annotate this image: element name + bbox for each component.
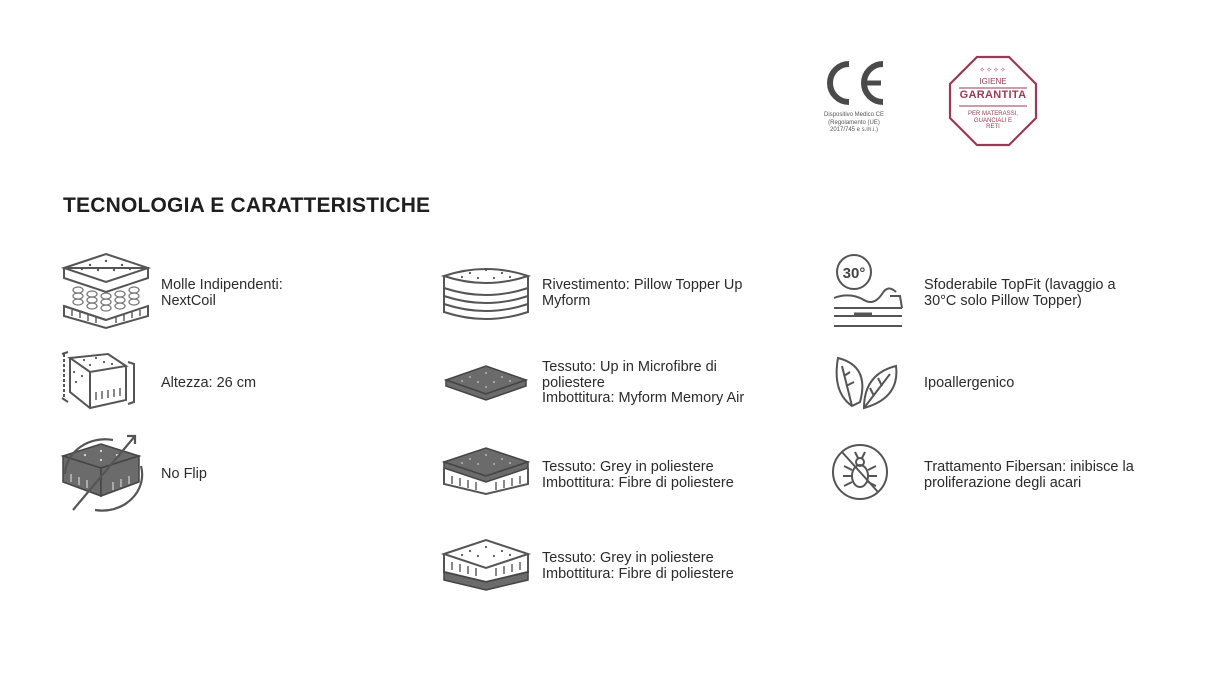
ce-mark-icon (819, 58, 889, 108)
feature-text: Tessuto: Grey in poliestere Imbottitura: Fibre di poliestere (542, 550, 734, 582)
feature-text: Trattamento Fibersan: inibisce la proliferazione degli acari (924, 459, 1134, 491)
section-title: TECNOLOGIA E CARATTERISTICHE (63, 194, 431, 217)
hypoallergenic-leaves-icon (830, 352, 902, 414)
feature-text: Tessuto: Up in Microfibre di poliestere Imbottitura: Myform Memory Air (542, 359, 745, 406)
feature-text: Tessuto: Grey in poliestere Imbottitura: Fibre di poliestere (542, 459, 734, 491)
pillow-topper-icon (440, 262, 532, 326)
feature-washable (830, 252, 1190, 332)
temperature-badge: 30° (842, 265, 866, 282)
feature-text: Rivestimento: Pillow Topper Up Myform (542, 277, 743, 309)
anti-mite-icon (830, 440, 894, 504)
badge-line-igiene: IGIENE (979, 77, 1007, 86)
badge-line-scope: PER MATERASSI, GUANCIALI E RETI (968, 111, 1018, 130)
ce-certification (808, 58, 900, 148)
feature-no-flip (55, 430, 375, 516)
feature-grey-fabric-top (440, 446, 800, 496)
feature-hypoallergenic (830, 352, 1190, 414)
mattress-height-icon (60, 348, 140, 414)
feature-anti-mite (830, 440, 1190, 504)
feature-text: Molle Indipendenti: NextCoil (161, 277, 283, 309)
feature-height (60, 348, 380, 414)
feature-text: Altezza: 26 cm (161, 375, 257, 391)
feature-text: Sfoderabile TopFit (lavaggio a 30°C solo Pillow Topper) (924, 277, 1116, 309)
feature-grey-fabric-bottom (440, 538, 800, 592)
pocket-springs-icon (60, 250, 152, 330)
grey-fabric-top-icon (440, 446, 532, 496)
igiene-garantita-badge (947, 54, 1039, 148)
grey-fabric-bottom-icon (440, 538, 532, 592)
feature-text: No Flip (161, 466, 207, 482)
feature-text: Ipoallergenico (924, 375, 1015, 391)
badge-line-garantita: GARANTITA (959, 89, 1027, 101)
no-flip-icon (55, 430, 151, 516)
feature-pocket-springs (60, 250, 380, 330)
ce-caption: Dispositivo Medico CE (Regolamento (UE) 2017/745 e s.m.i.) (823, 112, 885, 133)
microfiber-fabric-icon (440, 362, 532, 402)
washable-30-icon (830, 252, 906, 332)
badge-stars: ✧✧✧✧ (979, 67, 1007, 74)
feature-microfiber (440, 360, 810, 416)
feature-pillow-topper (440, 262, 800, 326)
